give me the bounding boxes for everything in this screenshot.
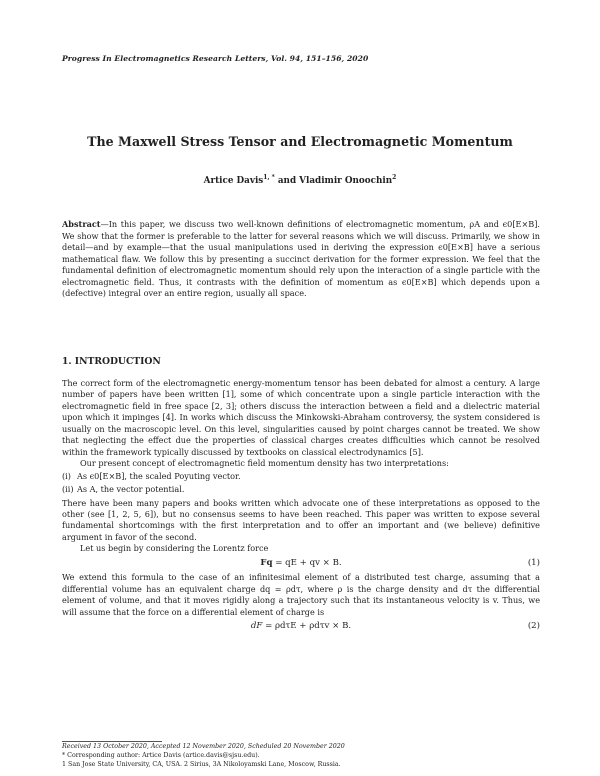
footnotes: [62, 743, 345, 769]
body-text: [62, 378, 540, 636]
list-item: [62, 471, 540, 482]
author-and: and: [277, 175, 297, 186]
paragraph-5: We extend this formula to the case of an infinitesimal element of a distributed test charge, assuming that a differential volume has an equivalent charge dq = ρdτ, where ρ is the charge density and dτ the differential element of volume, and that it moves rigidly along a trajectory such that its instantaneous velocity is v. Thus, we will assume that the force on a differential element of charge is: [62, 572, 540, 617]
equation-1-lhs: Fq: [260, 557, 273, 568]
author-first-marks: 1, *: [263, 174, 275, 181]
equation-2: [62, 621, 540, 632]
list-item-text: As ϵ0[E×B], the scaled Poyuting vector.: [77, 470, 241, 481]
abstract-text: —In this paper, we discuss two well-known definitions of electromagnetic momentum, ρA and ϵ0[E×B]. We show that the former is preferable to the latter for several reasons which we will discuss. Primarily, we show in detail—and by example—that the usual manipulations used in deriving the expression ϵ0[E×B] have a serious mathematical flaw. We follow this by presenting a succinct derivation for the former expression. We feel that the fundamental definition of electromagnetic momentum should rely upon the interaction of a single particle with the electromagnetic field. Thus, it contrasts with the definition of momentum as ϵ0[E×B] which depends upon a (defective) integral over an entire region, usually all space.: [62, 219, 540, 298]
abstract-label: Abstract: [62, 219, 101, 229]
list-item-text: As A, the vector potential.: [77, 484, 185, 495]
footnote-rule: [62, 741, 162, 742]
equation-1-rhs: = qE + qv × B.: [275, 557, 342, 568]
footnote-corresponding: * Corresponding author: Artice Davis (artice.davis@sjsu.edu).: [62, 751, 260, 759]
author-second-marks: 2: [392, 174, 397, 181]
paragraph-4: Let us begin by considering the Lorentz force: [80, 543, 269, 554]
equation-1: [62, 558, 540, 569]
interpretation-list: [62, 471, 540, 496]
list-item-number: (ii): [62, 484, 74, 495]
footnote-affiliations: 1 San Jose State University, CA, USA. 2 Sirius, 3A Nikoloyamski Lane, Moscow, Russia.: [62, 760, 341, 768]
equation-1-number: (1): [527, 557, 540, 568]
paragraph-3: There have been many papers and books written which advocate one of these interpretations as opposed to the other (see [1, 2, 5, 6]), but no consensus seems to have been reached. This paper was written to expose several fundamental shortcomings with the first interpretation and to offer an important and (we believe) definitive argument in favor of the second.: [62, 497, 540, 542]
paper-title: The Maxwell Stress Tensor and Electromagnetic Momentum: [87, 134, 513, 149]
paragraph-2: Our present concept of electromagnetic field momentum density has two interpretations:: [80, 458, 449, 469]
section-heading: 1. INTRODUCTION: [62, 356, 161, 367]
list-item: [62, 484, 540, 495]
footnote-received: Received 13 October 2020, Accepted 12 November 2020, Scheduled 20 November 2020: [62, 743, 345, 750]
abstract: [62, 219, 540, 300]
list-item-number: (i): [62, 470, 71, 481]
journal-header: Progress In Electromagnetics Research Letters, Vol. 94, 151–156, 2020: [62, 54, 369, 63]
equation-2-rhs: = ρdτE + ρdτv × B.: [265, 621, 352, 632]
author-line: [0, 174, 600, 186]
equation-2-number: (2): [527, 621, 540, 632]
paragraph-1: The correct form of the electromagnetic energy-momentum tensor has been debated for almost a century. A large number of papers have been written [1], some of which concentrate upon a single particle interaction with the electromagnetic field in free space [2, 3]; others discuss the interaction between a field and a dielectric material upon which it impinges [4]. In works which discuss the Minkowski-Abraham controversy, the system considered is usually on the macroscopic level. On this level, singularities caused by point charges cannot be treated. We show that neglecting the effect due the properties of classical charges creates difficulties which cannot be resolved within the framework typically discussed by textbooks on classical electrodynamics [5].: [62, 378, 540, 457]
equation-2-lhs: dF: [250, 621, 263, 632]
author-second: Vladimir Onoochin: [299, 175, 393, 186]
author-first: Artice Davis: [203, 175, 264, 186]
